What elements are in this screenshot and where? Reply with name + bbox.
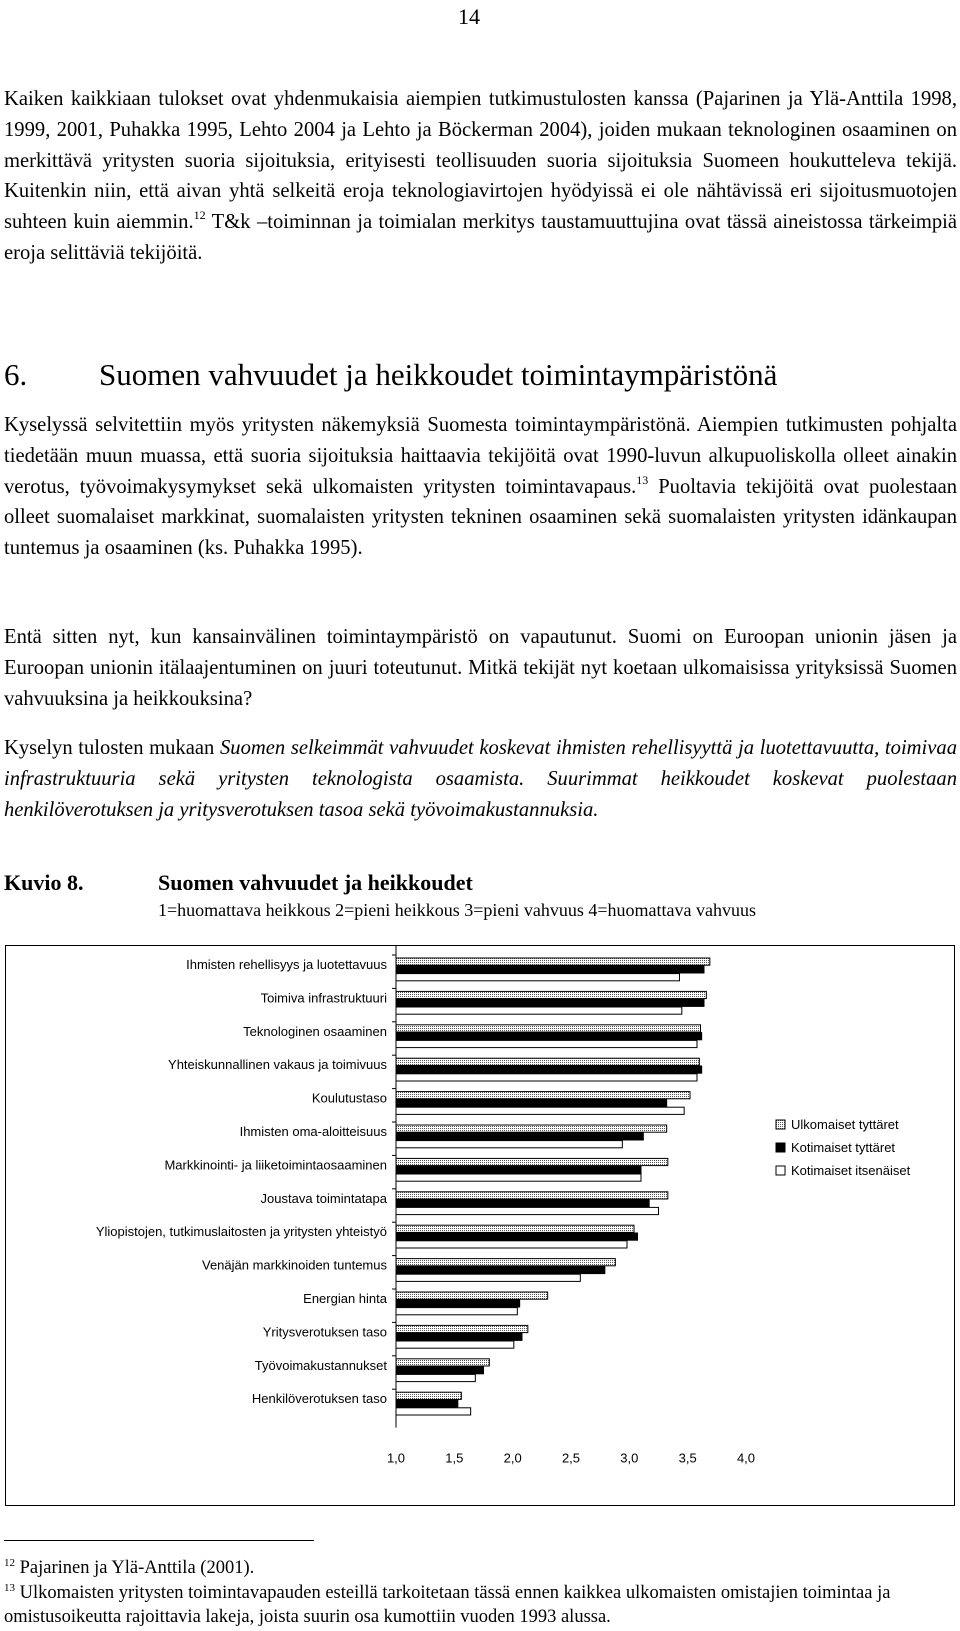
bar-kotimaiset-tyttaret xyxy=(396,999,704,1006)
footnote-rule xyxy=(4,1540,314,1541)
footnote-12 xyxy=(4,1556,956,1580)
bar-ulkomaiset-tyttaret xyxy=(396,1292,548,1299)
bar-kotimaiset-itsenaiset xyxy=(396,1007,682,1014)
bar-ulkomaiset-tyttaret xyxy=(396,958,710,965)
category-label: Teknologinen osaaminen xyxy=(243,1023,387,1039)
paragraph-results-lead: Kyselyn tulosten mukaan xyxy=(4,737,220,759)
bar-kotimaiset-tyttaret xyxy=(396,1200,649,1207)
bar-kotimaiset-itsenaiset xyxy=(396,1241,627,1248)
chart-frame xyxy=(5,945,955,1506)
x-tick-label: 1,5 xyxy=(445,1450,464,1466)
footnote-13-text: Ulkomaisten yritysten toimintavapauden esteillä tarkoitetaan tässä ennen kaikkea ulkomaisten omistajien toimintaa ja omistusoikeutta rajoittavia lakeja, joista suurin osa kumottiin vuoden 1993 alussa. xyxy=(4,1583,891,1627)
bar-kotimaiset-itsenaiset xyxy=(396,1274,580,1281)
bar-ulkomaiset-tyttaret xyxy=(396,991,706,998)
legend-swatch xyxy=(776,1120,785,1129)
x-tick-label: 2,5 xyxy=(561,1450,581,1466)
bar-kotimaiset-tyttaret xyxy=(396,1166,641,1173)
paragraph-environment xyxy=(4,410,957,564)
bar-kotimaiset-itsenaiset xyxy=(396,1040,697,1047)
footnote-13-marker: 13 xyxy=(4,1582,15,1594)
bar-kotimaiset-tyttaret xyxy=(396,1266,605,1273)
figure-subtitle: 1=huomattava heikkous 2=pieni heikkous 3=pieni vahvuus 4=huomattava vahvuus xyxy=(158,900,757,920)
paragraph-results xyxy=(4,733,957,825)
x-tick-label: 1,0 xyxy=(386,1450,406,1466)
bar-ulkomaiset-tyttaret xyxy=(396,1058,699,1065)
legend-swatch xyxy=(776,1166,785,1175)
bar-ulkomaiset-tyttaret xyxy=(396,1325,528,1332)
category-label: Joustava toimintatapa xyxy=(260,1190,387,1206)
section-heading xyxy=(4,357,777,393)
bar-ulkomaiset-tyttaret xyxy=(396,1092,690,1099)
bar-kotimaiset-itsenaiset xyxy=(396,1408,471,1415)
bar-kotimaiset-itsenaiset xyxy=(396,1341,514,1348)
bar-kotimaiset-tyttaret xyxy=(396,1233,638,1240)
bar-kotimaiset-itsenaiset xyxy=(396,1074,697,1081)
figure-label: Kuvio 8. xyxy=(4,870,84,895)
section-title: Suomen vahvuudet ja heikkoudet toimintaympäristönä xyxy=(99,357,778,392)
bar-kotimaiset-itsenaiset xyxy=(396,1207,659,1214)
category-label: Työvoimakustannukset xyxy=(254,1357,387,1373)
bar-kotimaiset-tyttaret xyxy=(396,1333,522,1340)
bar-kotimaiset-tyttaret xyxy=(396,1099,667,1106)
bar-kotimaiset-tyttaret xyxy=(396,1400,458,1407)
bar-kotimaiset-itsenaiset xyxy=(396,1374,475,1381)
paragraph-intro xyxy=(4,84,957,269)
section-number: 6. xyxy=(4,357,28,392)
bar-kotimaiset-tyttaret xyxy=(396,1066,702,1073)
legend-swatch xyxy=(776,1143,785,1152)
bar-kotimaiset-itsenaiset xyxy=(396,1107,684,1114)
bar-chart xyxy=(6,946,954,1505)
bar-ulkomaiset-tyttaret xyxy=(396,1192,668,1199)
x-tick-label: 2,0 xyxy=(503,1450,522,1466)
category-label: Yritysverotuksen taso xyxy=(262,1324,387,1340)
bar-ulkomaiset-tyttaret xyxy=(396,1225,634,1232)
figure-title: Suomen vahvuudet ja heikkoudet xyxy=(158,870,473,895)
bar-kotimaiset-itsenaiset xyxy=(396,1308,517,1315)
footnote-ref-13[interactable]: 13 xyxy=(636,472,649,487)
paragraph-intro-text-cont: T&k –toiminnan ja toimialan merkitys taustamuuttujina ovat tässä aineistossa tärkeimpiä eroja selittäviä tekijöitä. xyxy=(4,211,957,264)
bar-kotimaiset-tyttaret xyxy=(396,1300,520,1307)
bar-ulkomaiset-tyttaret xyxy=(396,1392,461,1399)
bar-kotimaiset-itsenaiset xyxy=(396,1174,641,1181)
category-label: Toimiva infrastruktuuri xyxy=(260,990,387,1006)
bar-kotimaiset-tyttaret xyxy=(396,1367,484,1374)
bar-kotimaiset-itsenaiset xyxy=(396,974,680,981)
category-label: Markkinointi- ja liiketoimintaosaaminen xyxy=(164,1157,387,1173)
footnote-12-text: Pajarinen ja Ylä-Anttila (2001). xyxy=(19,1558,255,1578)
bar-ulkomaiset-tyttaret xyxy=(396,1125,667,1132)
bar-kotimaiset-tyttaret xyxy=(396,966,704,973)
category-label: Henkilöverotuksen taso xyxy=(251,1391,387,1407)
category-label: Energian hinta xyxy=(303,1291,387,1306)
category-label: Venäjän markkinoiden tuntemus xyxy=(201,1257,387,1273)
footnote-12-marker: 12 xyxy=(4,1557,15,1569)
category-label: Ihmisten oma-aloitteisuus xyxy=(239,1124,387,1139)
paragraph-results-emphasis: Suomen selkeimmät vahvuudet koskevat ihmisten rehellisyyttä ja luotettavuutta, toimivaa infrastruktuuria sekä yritysten teknologista osaamista. Suurimmat heikkoudet koskevat puolestaan henkilöverotuksen ja yritysverotuksen tasoa sekä työvoimakustannuksia. xyxy=(4,737,957,821)
bar-ulkomaiset-tyttaret xyxy=(396,1158,668,1165)
legend-label: Kotimaiset tyttäret xyxy=(791,1140,896,1155)
bar-ulkomaiset-tyttaret xyxy=(396,1359,489,1366)
bar-kotimaiset-tyttaret xyxy=(396,1133,643,1140)
page-number: 14 xyxy=(458,4,480,29)
legend-label: Kotimaiset itsenäiset xyxy=(791,1163,911,1178)
x-tick-label: 4,0 xyxy=(736,1450,756,1466)
bar-kotimaiset-tyttaret xyxy=(396,1033,702,1040)
category-label: Koulutustaso xyxy=(311,1090,387,1106)
category-label: Yhteiskunnallinen vakaus ja toimivuus xyxy=(168,1057,387,1073)
paragraph-environment-text-cont: Puoltavia tekijöitä ovat puolestaan olleet suomalaiset markkinat, suomalaisten yritysten tekninen osaaminen sekä suomalaisten yritysten idänkaupan tuntemus ja osaaminen (ks. Puhakka 1995). xyxy=(4,475,958,560)
paragraph-environment-text: Kyselyssä selvitettiin myös yritysten näkemyksiä Suomesta toimintaympäristönä. Aiempien tutkimusten pohjalta tiedetään muun muassa, että suoria sijoituksia haittaavia tekijöitä ovat 1990-luvun alkupuoliskolla olleet ainakin verotus, työvoimakysymykset sekä ulkomaisten yritysten toimintavapaus. xyxy=(4,414,957,498)
paragraph-question: Entä sitten nyt, kun kansainvälinen toimintaympäristö on vapautunut. Suomi on Euroopan unionin jäsen ja Euroopan unionin itälaajentuminen on juuri toteutunut. Mitkä tekijät nyt koetaan ulkomaisissa yrityksissä Suomen vahvuuksina ja heikkouksina? xyxy=(4,626,957,710)
category-label: Ihmisten rehellisyys ja luotettavuus xyxy=(186,957,387,972)
category-label: Yliopistojen, tutkimuslaitosten ja yritysten yhteistyö xyxy=(95,1224,387,1240)
bar-ulkomaiset-tyttaret xyxy=(396,1025,701,1032)
x-tick-label: 3,5 xyxy=(678,1450,697,1466)
paragraph-intro-text: Kaiken kaikkiaan tulokset ovat yhdenmukaisia aiempien tutkimustulosten kanssa (Pajarinen ja Ylä-Anttila 1998, 1999, 2001, Puhakka 1995, Lehto 2004 ja Lehto ja Böckerman 2004), joiden mukaan teknologinen osaaminen on merkittävä yritysten suoria sijoituksia, erityisesti teollisuuden suoria sijoituksia Suomeen houkutteleva tekijä. Kuitenkin niin, että aivan yhtä selkeitä eroja teknologiavirtojen hyödyissä ei ole nähtävissä eri sijoitusmuotojen suhteen kuin aiemmin. xyxy=(4,88,957,234)
legend-label: Ulkomaiset tyttäret xyxy=(791,1117,899,1132)
x-tick-label: 3,0 xyxy=(620,1450,639,1466)
footnote-13 xyxy=(4,1581,956,1629)
bar-kotimaiset-itsenaiset xyxy=(396,1141,622,1148)
footnote-ref-12[interactable]: 12 xyxy=(193,208,206,223)
bar-ulkomaiset-tyttaret xyxy=(396,1259,615,1266)
